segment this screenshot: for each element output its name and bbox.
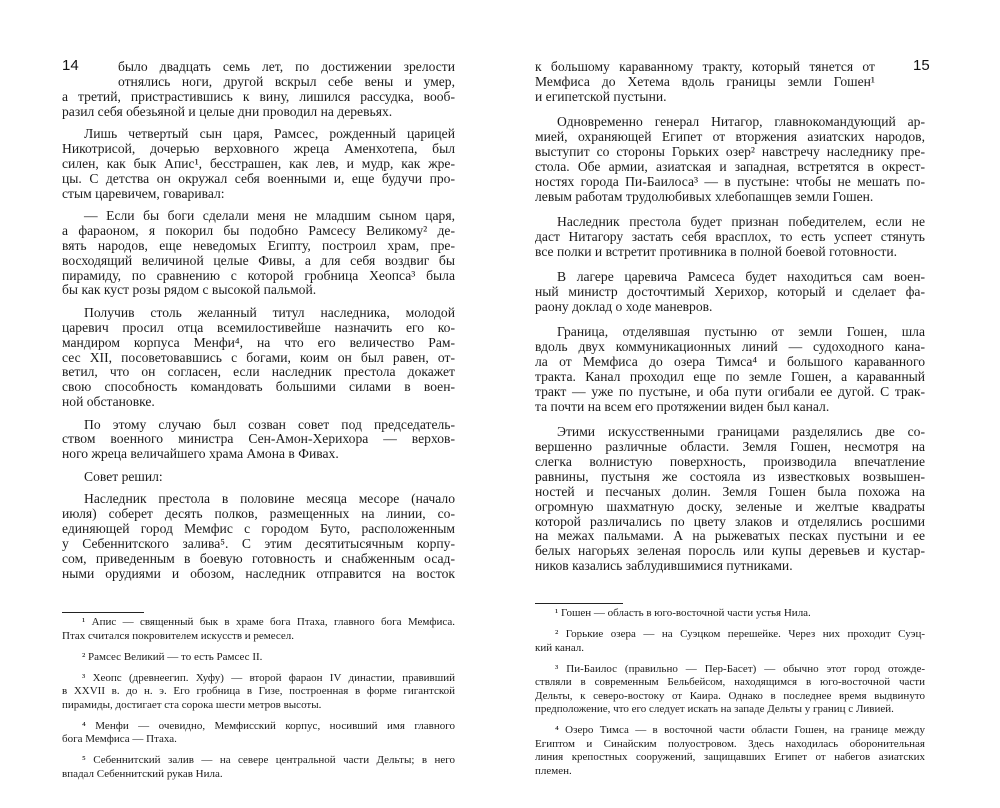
footnote — [535, 724, 925, 778]
text-line: стым царевичем, говаривал: — [62, 185, 225, 201]
text-line: мандиром корпуса Менфи⁴, на что его величество Рам- — [62, 334, 455, 350]
text-line: В лагере царевича Рамсеса будет находиться сам воен- — [557, 269, 925, 285]
footnotes — [535, 607, 925, 778]
footnote-line: ⁴ Менфи — очевидно, Мемфисский корпус, носивший имя главного — [82, 719, 455, 732]
text-line: единяющей город Мемфис с городом Буто, расположенным — [62, 520, 455, 536]
paragraph — [62, 492, 455, 581]
footnote-line: ² Рамсес Великий — то есть Рамсес II. — [82, 650, 263, 663]
text-line: свою способность командовать большими силами в воен- — [62, 379, 455, 395]
text-line: огромную шахматную доску, зеленые и желтые квадраты — [535, 498, 925, 514]
text-line: а третий, пристрастившись к вину, лишился рассудка, вооб- — [62, 88, 455, 104]
text-line: Лишь четвертый сын царя, Рамсес, рожденный царицей — [84, 126, 455, 142]
text-line: ностей и песчаных долин. Земля Гошен была похожа на — [535, 483, 925, 499]
text-line: выступит со стороны Горьких озер² навстречу наследнику пре- — [535, 143, 925, 159]
text-line: ными орудиями и обозом, наследник отправится на восток — [62, 565, 455, 581]
paragraph — [535, 215, 925, 260]
footnote-line: ⁴ Озеро Тимса — в восточной части области Гошен, на границе между — [555, 724, 925, 736]
text-line: было двадцать семь лет, по достижении зрелости — [118, 59, 455, 74]
footnote-line: впадал Себеннитский рукав Нила. — [62, 767, 223, 780]
text-line: ветил, что он согласен, если наследник престола докажет — [62, 364, 455, 380]
footnote-line: ¹ Гошен — область в юго-восточной части устья Нила. — [555, 607, 811, 619]
text-line: которой различались по цвету злаков и отделялись росшими — [535, 513, 925, 529]
text-line: пирамиду, по сравнению с которой гробница Хеопса³ была — [62, 267, 455, 283]
footnotes — [62, 616, 455, 781]
text-line: Одновременно генерал Нитагор, главнокомандующий ар- — [557, 114, 925, 130]
paragraph — [535, 60, 925, 105]
text-line: царевич просил отца всемилостивейше назначить его ко- — [62, 319, 455, 335]
text-line: тракт — уже по пустыне, и оба пути огибали ее дугой. С трак- — [535, 383, 925, 399]
footnote — [62, 651, 455, 665]
footnote-line: ствляли в современным Бельбейсом, находящимся в юго-восточной части — [535, 676, 925, 688]
text-line: Получив столь желанный титул наследника, молодой — [84, 304, 455, 320]
text-line: к большому караванному тракту, который тянется от — [535, 59, 875, 74]
text-line: сом, приведенным в боевую готовность и снабженным осад- — [62, 550, 455, 566]
text-line: Совет решил: — [84, 468, 163, 484]
text-line: белых нагорьях зеленая поросль или купы деревьев и кустар- — [535, 543, 925, 559]
text-line: силен, как бык Апис¹, бесстрашен, как лев, и мудр, как жре- — [62, 155, 455, 171]
text-line: все полки и встретит противника в полной боевой готовности. — [535, 243, 897, 259]
body-text — [535, 60, 925, 574]
footnote-line: ¹ Апис — священный бык в храме бога Птаха, главного бога Мемфиса. — [82, 616, 455, 628]
text-line: у Себеннитского залива⁵. С этим десятитысячным корпу- — [62, 535, 455, 551]
paragraph — [535, 115, 925, 204]
paragraph — [535, 325, 925, 414]
footnote-line: ² Горькие озера — на Суэцком перешейке. Через них проходит Суэц- — [555, 628, 925, 640]
text-line: тракта. Канал проходил еще по земле Гошен, а караванный — [535, 369, 925, 385]
footnote-line: ³ Хеопс (древнеегип. Хуфу) — второй фараон IV династии, правивший — [82, 671, 455, 684]
text-line: раону доклад о ходе маневров. — [535, 298, 713, 314]
text-line: — Если бы боги сделали меня не младшим сыном царя, — [84, 208, 455, 224]
text-line: ный министр досточтимый Херихор, который и сделает фа- — [535, 284, 925, 300]
footnote-line: линия крепостных сооружений, защищавших Египет от набегов азиатских — [535, 751, 925, 763]
text-line: ностях города Пи-Баилоса³ — в пустыне: чтобы не мешать по- — [535, 173, 925, 189]
text-line: вершенно различные области. Земля Гошен, несмотря на — [535, 439, 925, 455]
text-line: слегка волнистую поверхность, производила впечатление — [535, 453, 925, 469]
text-line: на межах пальмами. А на рыжеватых песках пустыни и ее — [535, 528, 925, 544]
text-line: цы. С детства он окружал себя военными и, еще будучи про- — [62, 170, 455, 186]
text-line: ной обстановке. — [62, 394, 155, 410]
text-line: вять народов, еще неведомых Египту, построил храм, пре- — [62, 237, 455, 253]
footnote-line: в XXVII в. до н. э. Его гробница в Гизе, построенная в форме гигантской — [62, 685, 455, 697]
body-text — [62, 60, 455, 582]
paragraph — [62, 418, 455, 463]
text-line: июля) соберет десять полков, размещенных на линии, со- — [62, 506, 455, 522]
footnote — [62, 754, 455, 781]
paragraph — [62, 127, 455, 201]
footnote-line: ⁵ Себеннитский залив — на севере центральной части Дельты; в него — [82, 754, 455, 766]
paragraph — [535, 270, 925, 315]
footnote-line: бога Мемфиса — Птаха. — [62, 733, 177, 745]
footnote — [535, 607, 925, 621]
footnote-line: племен. — [535, 764, 572, 777]
text-line: даст Нитагору застать себя врасплох, то есть успеет стянуть — [535, 228, 925, 244]
footnote-line: предположение, что его следует искать на западе Дельты у границ с Ливией. — [535, 703, 894, 715]
footnote — [535, 628, 925, 655]
page-number: 15 — [913, 57, 930, 74]
paragraph — [535, 425, 925, 574]
text-line: та почти на всем его протяжении виден был канал. — [535, 398, 830, 414]
text-line: вдоль двух коммуникационных линий — судоходного кана- — [535, 339, 925, 355]
text-line: а фараоном, я покорил бы подобно Рамсесу Великому² де- — [62, 222, 455, 238]
footnote-line: Египтом и Синайским полуостровом. Здесь находилась оборонительная — [535, 737, 925, 750]
footnote — [535, 663, 925, 717]
text-line: равнины, пустыня же состояла из известковых возвышен- — [535, 468, 925, 484]
text-line: ством военного министра Сен-Амон-Херихора — верхов- — [62, 431, 455, 447]
text-line: бы как куст розы рядом с высокой пальмой. — [62, 282, 317, 298]
text-line: левым работам трудолюбивых хлебопашцев земли Гошен. — [535, 188, 874, 204]
page-number: 14 — [62, 57, 79, 74]
text-line: ников казались заблудившимися путниками. — [535, 558, 793, 574]
text-line: сес XII, посоветовавшись с богами, коим он был равен, от- — [62, 349, 455, 365]
paragraph — [62, 209, 455, 298]
footnote-line: кий канал. — [535, 641, 585, 654]
text-line: Граница, отделявшая пустыню от земли Гошен, шла — [557, 324, 925, 340]
text-line: и египетской пустыни. — [535, 88, 667, 104]
paragraph — [62, 470, 455, 485]
footnote-line: пирамиды, достигает ста сорока шести метров высоты. — [62, 698, 322, 711]
footnote-line: Птах считался покровителем искусств и ремесел. — [62, 629, 295, 642]
paragraph — [62, 60, 455, 120]
text-line: восходящий величиной целые Фивы, а для себя воздвиг бы — [62, 252, 455, 268]
footnote-line: ³ Пи-Баилос (правильно — Пер-Басет) — обычно этот город отожде- — [555, 662, 925, 675]
paragraph — [62, 306, 455, 410]
text-line: Наследник престола в половине месяца месоре (начало — [84, 491, 455, 507]
text-line: ла от Мемфиса до озера Тимса⁴ и большого караванного — [535, 354, 925, 370]
text-line: Наследник престола будет признан победителем, если не — [557, 214, 925, 230]
footnote-line: Дельты, к северо-востоку от Каира. Однако в последнее время выдвинуто — [535, 689, 925, 702]
text-line: разил себя обезьяной и целые дни проводил на деревьях. — [62, 103, 393, 119]
text-line: стола. Обе армии, азиатская и западная, встретятся в окрест- — [535, 158, 925, 174]
text-line: Этими искусственными границами разделялись две со- — [557, 424, 925, 440]
text-line: ного жреца величайшего храма Амона в Фивах. — [62, 446, 339, 462]
footnote — [62, 616, 455, 643]
text-line: Никотрисой, дочерью верховного жреца Аменхотепа, был — [62, 140, 455, 156]
text-line: Мемфиса до Хетема вдоль границы земли Гошен¹ — [535, 73, 875, 89]
text-line: По этому случаю был созван совет под председатель- — [84, 416, 455, 432]
footnote — [62, 672, 455, 713]
text-line: мией, охраняющей Египет от вторжения азиатских народов, — [535, 129, 925, 145]
footnote-rule — [62, 612, 144, 613]
text-line: отнялись ноги, другой вскрыл себе вены и умер, — [118, 73, 455, 89]
footnote — [62, 720, 455, 747]
footnote-rule — [535, 603, 623, 604]
